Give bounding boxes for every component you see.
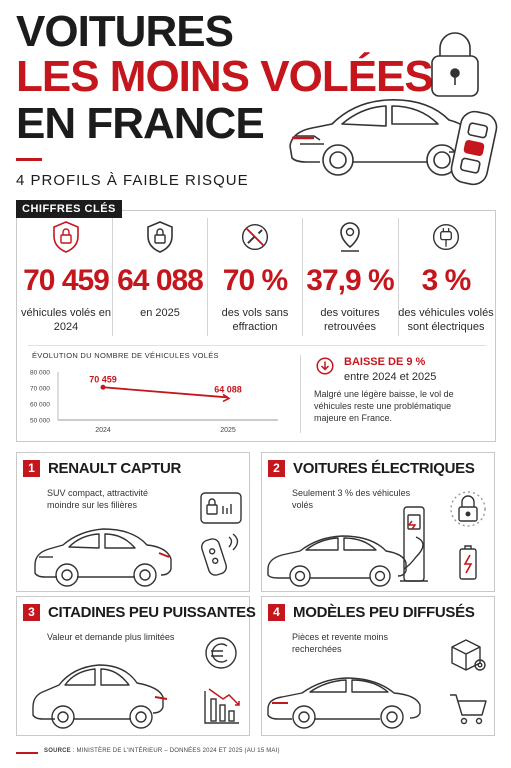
stat-description: des vols sans effraction (221, 307, 289, 333)
profile-title: MODÈLES PEU DIFFUSÉS (293, 604, 475, 621)
chart-series-line (103, 387, 228, 397)
chart-y-tick-label: 70 000 (30, 385, 50, 393)
lock-panel-icon (197, 489, 245, 587)
rare-side-icons (446, 633, 490, 731)
chart-y-tick-label: 60 000 (30, 401, 50, 409)
stat-description: des véhicules volés sont électriques (398, 307, 494, 333)
stat-stolen-2024 (18, 215, 114, 340)
stat-stolen-2025 (112, 215, 208, 340)
section-divider (28, 345, 486, 346)
declining-chart-icon (205, 691, 239, 723)
stat-description: des voitures retrouvées (320, 307, 380, 333)
shield-lock-icon (51, 220, 81, 254)
profile-number: 1 (23, 460, 40, 477)
stat-value: 64 088 (117, 264, 203, 297)
ev-plug-icon (431, 220, 461, 254)
arrow-down-icon (316, 357, 334, 375)
city-car-illustration (27, 655, 177, 733)
stat-value: 3 % (421, 264, 471, 297)
profile-description: Pièces et revente moins recherchées (292, 632, 389, 654)
profile-number: 3 (23, 604, 40, 621)
profile-description: Seulement 3 % des véhicules volés (292, 488, 411, 510)
chart-x-tick-label: 2025 (220, 427, 236, 434)
title-line-1: VOITURES (16, 7, 233, 56)
chart-title: ÉVOLUTION DU NOMBRE DE VÉHICULES VOLÉS (32, 351, 219, 360)
chart-data-label: 70 459 (89, 374, 117, 385)
profile-card-rare-models (261, 596, 495, 736)
cart-icon (450, 695, 486, 724)
stat-value: 70 459 (23, 264, 109, 297)
profile-title: RENAULT CAPTUR (48, 460, 182, 477)
suv-car-illustration (29, 513, 177, 589)
profile-description: SUV compact, attractivité moindre sur les filières (47, 488, 149, 510)
stat-value: 37,9 % (306, 264, 394, 297)
charging-station-icon (400, 507, 428, 581)
euro-icon (206, 638, 236, 668)
shield-lock-icon (145, 220, 175, 254)
profile-number: 2 (268, 460, 285, 477)
stat-electric (398, 215, 494, 340)
evolution-line-chart (28, 360, 292, 438)
car-key-icon (200, 534, 238, 577)
car-key-icon (449, 109, 499, 187)
battery-icon (460, 546, 476, 579)
padlock-icon (459, 496, 477, 521)
profile-title: CITADINES PEU PUISSANTES (48, 604, 256, 621)
chart-x-tick-label: 2024 (95, 427, 111, 434)
sedan-car-illustration (264, 659, 434, 733)
chart-divider (300, 355, 301, 433)
source-accent-rule (16, 752, 38, 754)
stat-description: en 2025 (140, 307, 180, 319)
stat-no-break-in (207, 215, 303, 340)
profile-number: 4 (268, 604, 285, 621)
profile-title: VOITURES ÉLECTRIQUES (293, 460, 475, 477)
title-line-2: LES MOINS VOLÉES (16, 52, 433, 101)
stat-value: 70 % (222, 264, 288, 297)
chart-point (101, 385, 106, 390)
stat-description: véhicules volés en 2024 (21, 307, 111, 333)
city-side-icons (197, 633, 245, 731)
title-line-3: EN FRANCE (16, 99, 264, 148)
chart-data-label: 64 088 (214, 384, 242, 395)
source-label: SOURCE (44, 748, 71, 754)
profile-card-city-cars (16, 596, 256, 736)
trend-text: Malgré une légère baisse, le vol de véhicules reste une problématique majeure en France. (314, 389, 454, 423)
location-pin-icon (335, 220, 365, 254)
padlock-icon (432, 33, 478, 96)
ev-side-icons (446, 489, 490, 589)
title-accent-rule (16, 158, 42, 161)
profile-card-renault-captur (16, 452, 250, 592)
chart-y-tick-label: 50 000 (30, 417, 50, 425)
trend-title: BAISSE DE 9 % (344, 356, 426, 368)
parts-box-icon (452, 640, 485, 670)
subtitle: 4 PROFILS À FAIBLE RISQUE (16, 172, 249, 189)
stat-recovered (302, 215, 398, 340)
no-tools-icon (240, 220, 270, 254)
hero-car-illustration (280, 28, 500, 193)
electric-car-illustration (264, 503, 436, 589)
source-text: : MINISTÈRE DE L'INTÉRIEUR – DONNÉES 2024 ET 2025 (AU 15 MAI) (70, 748, 280, 754)
trend-subtitle: entre 2024 et 2025 (344, 371, 437, 383)
profile-card-electric-cars (261, 452, 495, 592)
key-figures-label: CHIFFRES CLÉS (16, 200, 122, 218)
chart-y-tick-label: 80 000 (30, 369, 50, 377)
profile-description: Valeur et demande plus limitées (47, 632, 175, 642)
source-note (44, 748, 280, 754)
